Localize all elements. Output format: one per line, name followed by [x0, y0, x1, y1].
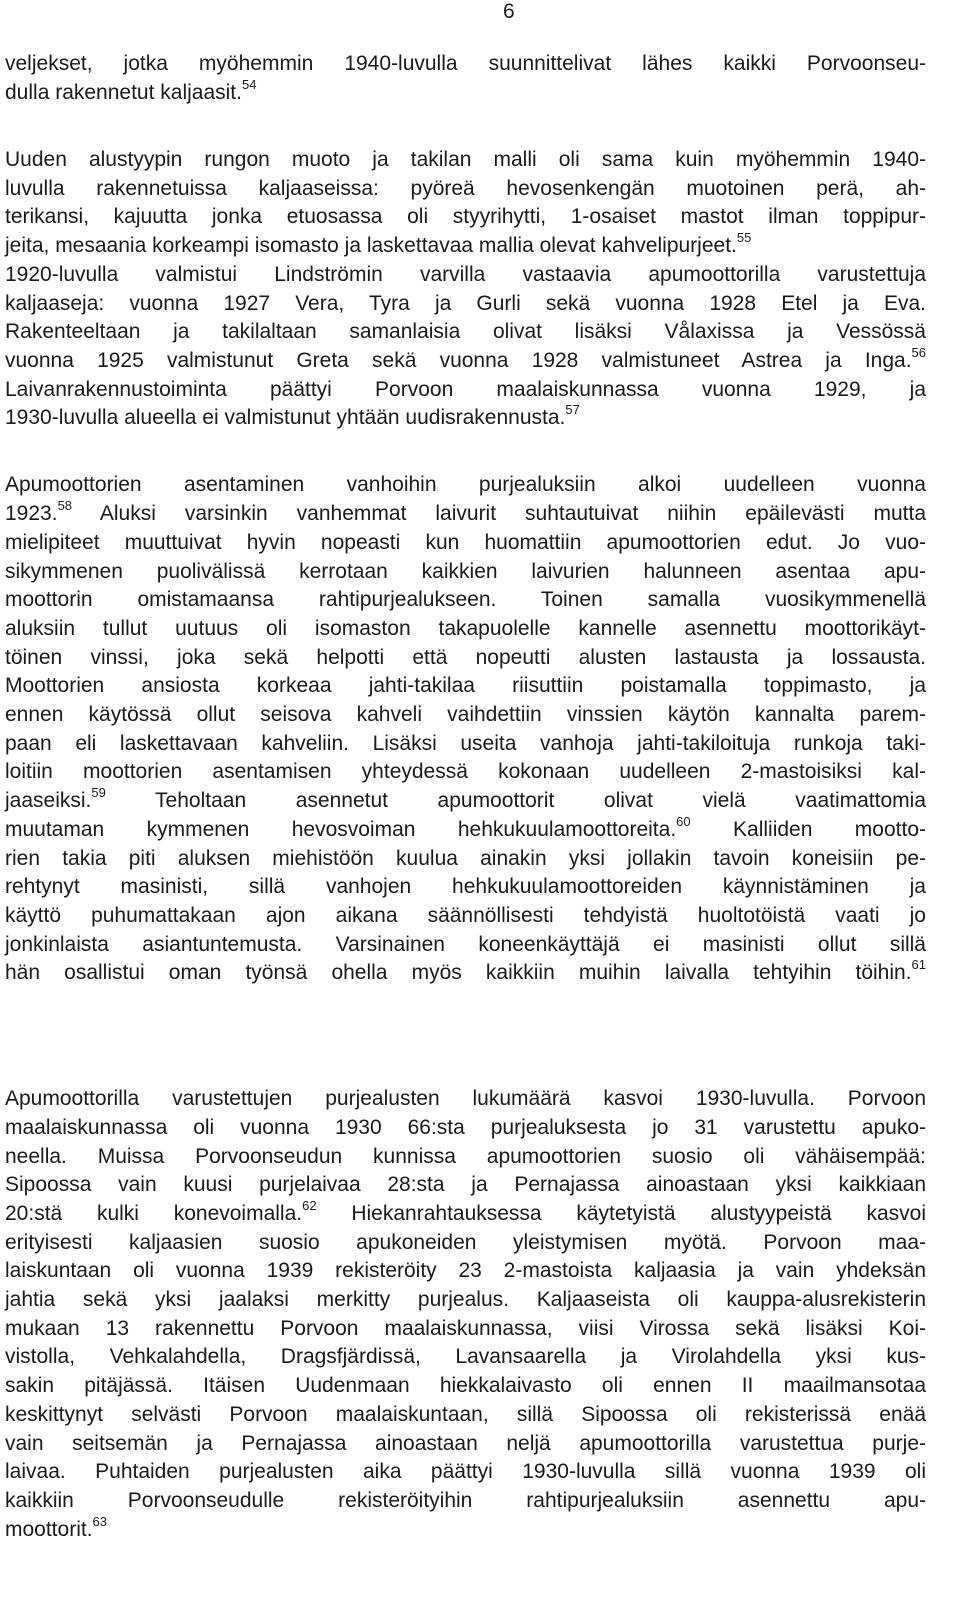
text-line-content: moottorit. [5, 1518, 93, 1541]
text-line-content: kaikkiin Porvoonseudulle rekisteröityihin rahtipurjealuksiin asennettu apu- [5, 1489, 926, 1512]
text-line-content: rien takia piti aluksen miehistöön kuulua ainakin yksi jollakin tavoin koneisiin pe- [5, 847, 926, 870]
text-line [5, 1171, 926, 1199]
text-line-content: rehtynyt masinisti, sillä vanhojen hehkukuulamoottoreiden käynnistäminen ja [5, 875, 926, 898]
text-line-content: keskittynyt selvästi Porvoon maalaiskuntaan, sillä Sipoossa oli rekisterissä enää [5, 1403, 926, 1426]
text-line-content: dulla rakennetut kaljaasit. [5, 81, 242, 104]
text-line-content: Uuden alustyypin rungon muoto ja takilan malli oli sama kuin myöhemmin 1940- [5, 148, 926, 171]
text-line [5, 1286, 926, 1314]
text-line [5, 261, 926, 289]
text-line-content: Apumoottorien asentaminen vanhoihin purjealuksiin alkoi uudelleen vuonna [5, 473, 926, 496]
text-line-content: neella. Muissa Porvoonseudun kunnissa apumoottorien suosio oli vähäisempää: [5, 1145, 926, 1168]
text-line-content: luvulla rakennetuissa kaljaaseissa: pyöreä hevosenkengän muotoinen perä, ah- [5, 177, 926, 200]
text-line [5, 1085, 926, 1113]
text-line [5, 290, 926, 318]
text-line [5, 347, 926, 375]
text-line-continuation: Kalliiden mootto- [690, 818, 926, 841]
text-line [5, 730, 926, 758]
text-line [5, 203, 926, 231]
text-line-content: hän osallistui oman työnsä ohella myös kaikkiin muihin laivalla tehtyihin töihin. [5, 961, 912, 984]
text-line [5, 146, 926, 174]
text-line-content: töinen vinssi, joka sekä helpotti että nopeutti alusten lastausta ja lossausta. [5, 646, 926, 669]
text-line [5, 1343, 926, 1371]
text-line-content: mukaan 13 rakennettu Porvoon maalaiskunnassa, viisi Virossa sekä lisäksi Koi- [5, 1317, 926, 1340]
text-line-content: muutaman kymmenen hevosvoiman hehkukuulamoottoreita. [5, 818, 677, 841]
text-line [5, 644, 926, 672]
text-line [5, 558, 926, 586]
text-line [5, 471, 926, 499]
footnote-reference: 60 [676, 814, 691, 829]
text-line-content: 1930-luvulla alueella ei valmistunut yhtään uudisrakennusta. [5, 406, 566, 429]
text-line [5, 529, 926, 557]
footnote-reference: 56 [911, 345, 926, 360]
text-line-content: jeita, mesaania korkeampi isomasto ja laskettavaa mallia olevat kahvelipurjeet. [5, 234, 737, 257]
text-line-continuation: Teholtaan asennetut apumoottorit olivat vielä vaatimattomia [105, 789, 926, 812]
text-line-content: moottorin omistamaansa rahtipurjealukseen. Toinen samalla vuosikymmenellä [5, 588, 926, 611]
text-line-content: laiskuntaan oli vuonna 1939 rekisteröity 23 2-mastoista kaljaasia ja vain yhdeksän [5, 1259, 926, 1282]
text-line-content: aluksiin tullut uutuus oli isomaston takapuolelle kannelle asennettu moottorikäyt- [5, 617, 926, 640]
text-line [5, 232, 926, 260]
text-line [5, 500, 926, 528]
text-line [5, 1257, 926, 1285]
text-line [5, 1200, 926, 1228]
text-line-content: Rakenteeltaan ja takilaltaan samanlaisia olivat lisäksi Vålaxissa ja Vessössä [5, 320, 926, 343]
text-line-continuation: Aluksi varsinkin vanhemmat laivurit suhtautuivat niihin epäilevästi mutta [72, 502, 926, 525]
text-line-content: maalaiskunnassa oli vuonna 1930 66:sta purjealuksesta jo 31 varustettu apuko- [5, 1116, 926, 1139]
text-line [5, 845, 926, 873]
text-line-content: paan eli laskettavaan kahveliin. Lisäksi useita vanhoja jahti-takiloituja runkoja taki- [5, 732, 926, 755]
text-line [5, 1487, 926, 1515]
footnote-reference: 62 [302, 1198, 317, 1213]
text-line [5, 758, 926, 786]
text-line [5, 1372, 926, 1400]
text-line [5, 1458, 926, 1486]
text-line-continuation: Hiekanrahtauksessa käytetyistä alustyypeistä kasvoi [316, 1202, 926, 1225]
footnote-reference: 54 [241, 77, 257, 92]
text-line-content: Sipoossa vain kuusi purjelaivaa 28:sta ja Pernajassa ainoastaan yksi kaikkiaan [5, 1173, 926, 1196]
text-line-content: Moottorien ansiosta korkeaa jahti-takilaa riisuttiin poistamalla toppimasto, ja [5, 674, 926, 697]
text-line-content: vain seitsemän ja Pernajassa ainoastaan neljä apumoottorilla varustettua purje- [5, 1432, 926, 1455]
text-line [5, 1315, 926, 1343]
text-line-content: jahtia sekä yksi jaalaksi merkitty purjealus. Kaljaaseista oli kauppa-alusrekisterin [5, 1288, 926, 1311]
footnote-reference: 59 [91, 785, 106, 800]
text-line [5, 175, 926, 203]
text-line-content: vistolla, Vehkalahdella, Dragsfjärdissä, Lavansaarella ja Virolahdella yksi kus- [5, 1345, 926, 1368]
text-line-content: vuonna 1925 valmistunut Greta sekä vuonna 1928 valmistuneet Astrea ja Inga. [5, 349, 912, 372]
text-line [5, 787, 926, 815]
text-line [5, 586, 926, 614]
text-line [5, 318, 926, 346]
text-line [5, 376, 926, 404]
text-line [5, 902, 926, 930]
text-line-content: jonkinlaista asiantuntemusta. Varsinainen koneenkäyttäjä ei masinisti ollut sillä [5, 933, 926, 956]
footnote-reference: 58 [57, 498, 73, 513]
text-line-content: Apumoottorilla varustettujen purjealusten lukumäärä kasvoi 1930-luvulla. Porvoon [5, 1087, 926, 1110]
text-line [5, 1229, 926, 1257]
text-line-content: veljekset, jotka myöhemmin 1940-luvulla suunnittelivat lähes kaikki Porvoonseu- [5, 52, 926, 75]
text-line-content: mielipiteet muuttuivat hyvin nopeasti kun huomattiin apumoottorien edut. Jo vuo- [5, 531, 926, 554]
text-line [5, 1401, 926, 1429]
text-line [5, 1430, 926, 1458]
text-line [5, 50, 926, 78]
text-line [5, 672, 926, 700]
footnote-reference: 57 [565, 402, 580, 417]
text-line-content: sakin pitäjässä. Itäisen Uudenmaan hiekkalaivasto oli ennen II maailmansotaa [5, 1374, 926, 1397]
text-line [5, 959, 926, 987]
text-line [5, 873, 926, 901]
text-line [5, 816, 926, 844]
text-line [5, 1516, 926, 1544]
footnote-reference: 63 [92, 1514, 107, 1529]
text-line-content: loitiin moottorien asentamisen yhteydessä kokonaan uudelleen 2-mastoisiksi kal- [5, 760, 926, 783]
text-line [5, 1143, 926, 1171]
text-line [5, 404, 926, 432]
page-number: 6 [503, 0, 515, 23]
text-line-content: laivaa. Puhtaiden purjealusten aika päättyi 1930-luvulla sillä vuonna 1939 oli [5, 1460, 926, 1483]
text-line-content: Laivanrakennustoiminta päättyi Porvoon maalaiskunnassa vuonna 1929, ja [5, 378, 926, 401]
text-line [5, 701, 926, 729]
text-line-content: ennen käytössä ollut seisova kahveli vaihdettiin vinssien käytön kannalta parem- [5, 703, 926, 726]
footnote-reference: 61 [911, 957, 926, 972]
text-line-content: terikansi, kajuutta jonka etuosassa oli styyrihytti, 1-osaiset mastot ilman toppipur- [5, 205, 926, 228]
text-line-content: 20:stä kulki konevoimalla. [5, 1202, 303, 1225]
text-line-content: erityisesti kaljaasien suosio apukoneiden yleistymisen myötä. Porvoon maa- [5, 1231, 926, 1254]
text-line-content: 1920-luvulla valmistui Lindströmin varvilla vastaavia apumoottorilla varustettuja [5, 263, 926, 286]
text-line [5, 1114, 926, 1142]
text-line [5, 615, 926, 643]
text-line [5, 79, 926, 107]
text-line [5, 931, 926, 959]
text-line-content: käyttö puhumattakaan ajon aikana säännöllisesti tehdyistä huoltotöistä vaati jo [5, 904, 926, 927]
text-line-content: 1923. [5, 502, 58, 525]
text-line-content: sikymmenen puolivälissä kerrotaan kaikkien laivurien halunneen asentaa apu- [5, 560, 926, 583]
text-line-content: jaaseiksi. [5, 789, 92, 812]
footnote-reference: 55 [736, 230, 752, 245]
text-line-content: kaljaaseja: vuonna 1927 Vera, Tyra ja Gurli sekä vuonna 1928 Etel ja Eva. [5, 292, 926, 315]
